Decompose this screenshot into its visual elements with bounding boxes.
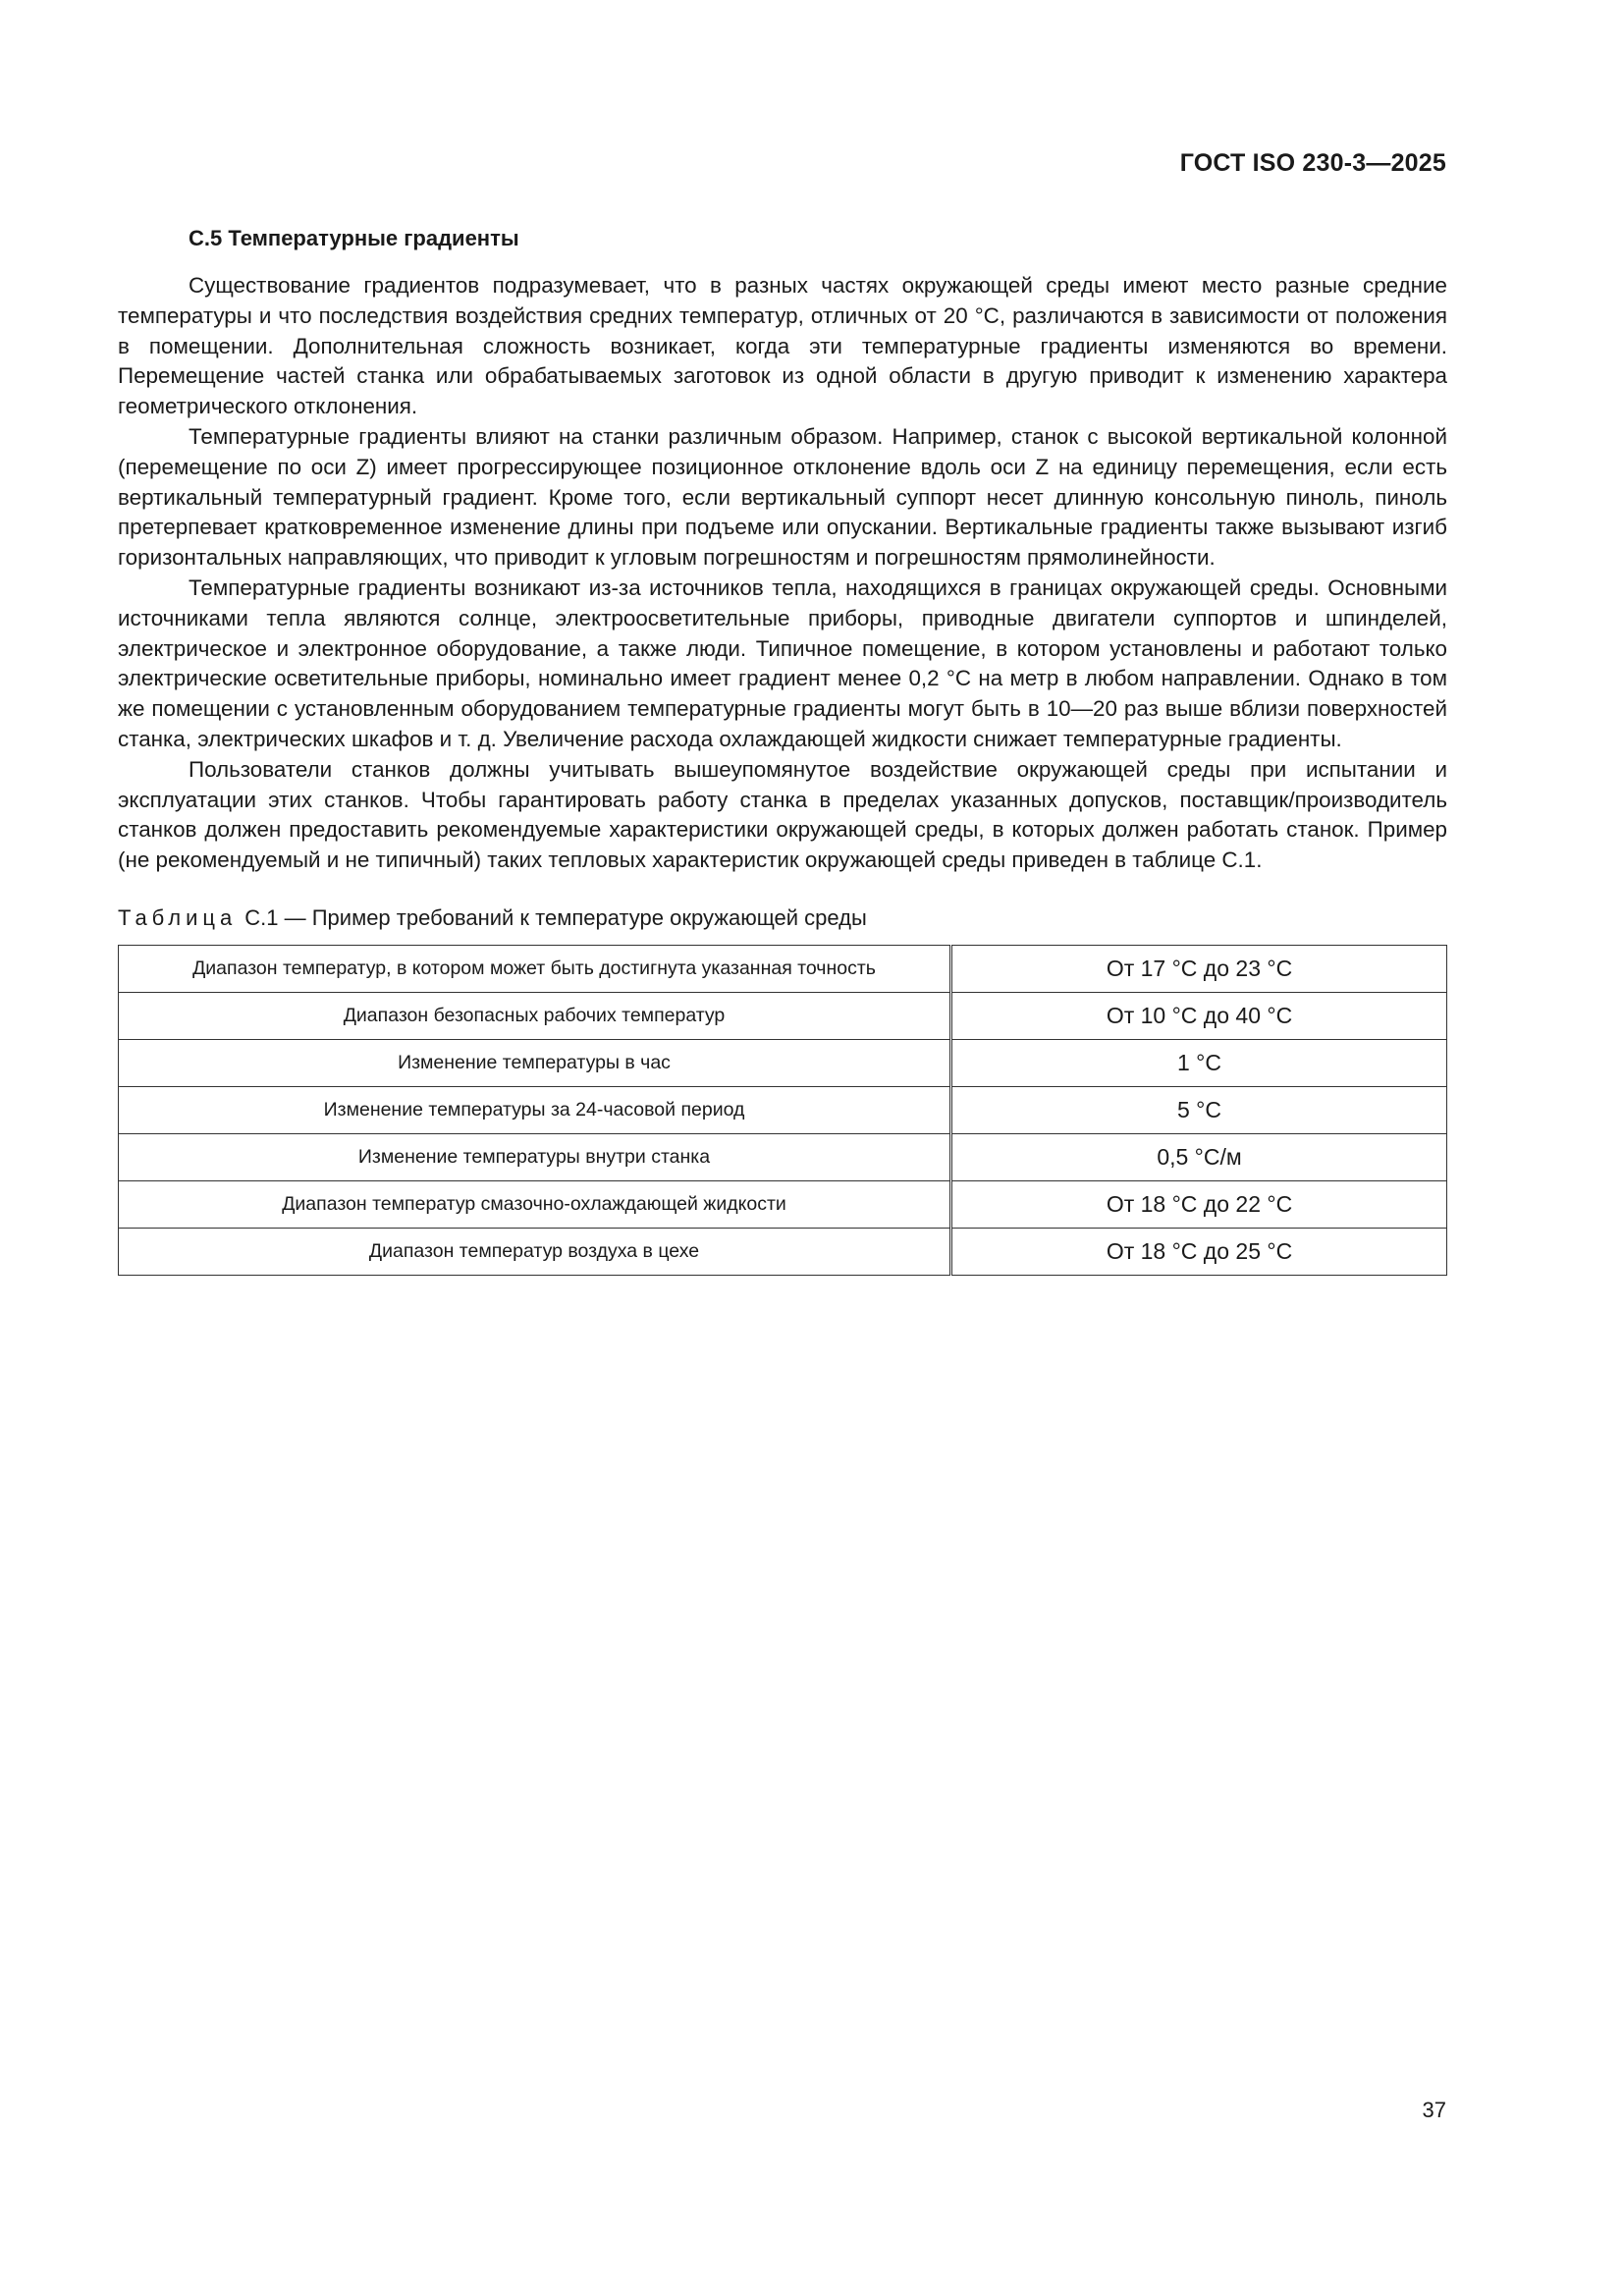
value-cell: От 18 °С до 22 °С: [951, 1180, 1447, 1228]
document-id-header: ГОСТ ISO 230-3—2025: [1179, 149, 1446, 177]
value-cell: От 10 °С до 40 °С: [951, 992, 1447, 1039]
value-cell: 5 °С: [951, 1086, 1447, 1133]
paragraph: Температурные градиенты влияют на станки различным образом. Например, станок с высокой вертикальной колонной (перемещение по оси Z) имеет прогрессирующее позиционное отклонение вдоль оси Z на единицу перемещения, если есть вертикальный температурный градиент. Кроме того, если вертикальный суппорт несет длинную консольную пиноль, пиноль претерпевает кратковременное изменение длины при подъеме или опускании. Вертикальные градиенты также вызывают изгиб горизонтальных направляющих, что приводит к угловым погрешностям и погрешностям прямолинейности.: [118, 423, 1447, 571]
table-caption-label: Таблица: [118, 904, 238, 930]
paragraph: Существование градиентов подразумевает, что в разных частях окружающей среды имеют место разные средние температуры и что последствия воздействия средних температур, отличных от 20 °С, различаются в зависимости от положения в помещении. Дополнительная сложность возникает, когда эти температурные градиенты изменяются во времени. Перемещение частей станка или обрабатываемых заготовок из одной области в другую приводит к изменению характера геометрического отклонения.: [118, 273, 1447, 419]
section-title: C.5 Температурные градиенты: [189, 226, 519, 250]
paragraph: Температурные градиенты возникают из-за источников тепла, находящихся в границах окружающей среды. Основными источниками тепла являются солнце, электроосветительные приборы, приводные двигатели суппортов и шпинделей, электрическое и электронное оборудование, а также люди. Типичное помещение, в котором установлены и работают только электрические осветительные приборы, номинально имеет градиент менее 0,2 °С на метр в любом направлении. Однако в том же помещении с установленным оборудованием температурные градиенты могут быть в 10—20 раз выше вблизи поверхностей станка, электрических шкафов и т. д. Увеличение расхода охлаждающей жидкости снижает температурные градиенты.: [118, 574, 1447, 751]
parameter-cell: Изменение температуры за 24-часовой период: [119, 1086, 951, 1133]
table-row: [119, 1133, 1447, 1180]
parameter-cell: Диапазон температур смазочно-охлаждающей жидкости: [119, 1180, 951, 1228]
parameter-cell: Диапазон безопасных рабочих температур: [119, 992, 951, 1039]
parameter-cell: Диапазон температур воздуха в цехе: [119, 1228, 951, 1275]
value-cell: От 18 °С до 25 °С: [951, 1228, 1447, 1275]
table-row: [119, 992, 1447, 1039]
content-area: [118, 224, 1447, 1276]
table-caption-text: С.1 — Пример требований к температуре окружающей среды: [244, 904, 867, 930]
page-number: 37: [1422, 2098, 1446, 2122]
table-row: [119, 1039, 1447, 1086]
parameter-cell: Изменение температуры внутри станка: [119, 1133, 951, 1180]
table-row: [119, 1180, 1447, 1228]
table-row: [119, 1228, 1447, 1275]
parameter-cell: Диапазон температур, в котором может быть достигнута указанная точность: [119, 945, 951, 992]
paragraph: Пользователи станков должны учитывать вышеупомянутое воздействие окружающей среды при испытании и эксплуатации этих станков. Чтобы гарантировать работу станка в пределах указанных допусков, поставщик/производитель станков должен предоставить рекомендуемые характеристики окружающей среды, в которых должен работать станок. Пример (не рекомендуемый и не типичный) таких тепловых характеристик окружающей среды приведен в таблице С.1.: [118, 756, 1447, 873]
table-caption: [118, 903, 1447, 933]
temperature-requirements-table: [118, 945, 1447, 1276]
value-cell: 0,5 °С/м: [951, 1133, 1447, 1180]
parameter-cell: Изменение температуры в час: [119, 1039, 951, 1086]
value-cell: 1 °С: [951, 1039, 1447, 1086]
table-row: [119, 1086, 1447, 1133]
table-row: [119, 945, 1447, 992]
value-cell: От 17 °С до 23 °С: [951, 945, 1447, 992]
